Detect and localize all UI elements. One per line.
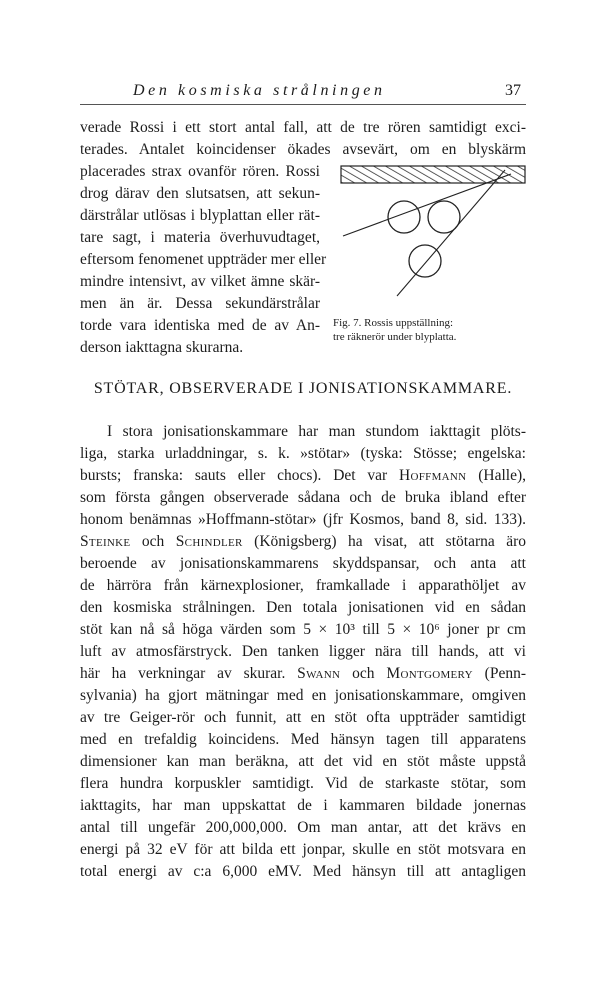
- body-line-7: beroende av jonisationskammarens skyddspansar, och anta att: [80, 555, 526, 572]
- body-line-4: som första gången observerade sådana och de bruka ibland efter: [80, 489, 526, 506]
- body-line-6: Steinke och Schindler (Königsberg) ha visat, att stötarna äro: [80, 533, 526, 550]
- author-steinke: Steinke: [80, 533, 131, 550]
- body-line-21: total energi av c:a 6,000 eMV. Med hänsyn till att antagligen: [80, 863, 526, 880]
- body-line-16: dimensioner kan man beräkna, att det vid en stöt måste uppstå: [80, 753, 526, 770]
- counter-tube-right: [428, 201, 460, 233]
- author-hoffmann: Hoffmann: [399, 467, 467, 484]
- body-line-17: flera hundra korpuskler samtidigt. Vid de starkaste stötar, som: [80, 775, 526, 792]
- author-montgomery: Montgomery: [386, 665, 473, 682]
- intro-line-2: terades. Antalet koincidenser ökades avsevärt, om en blyskärm: [80, 141, 526, 158]
- body-line-10: stöt kan nå så höga värden som 5 × 10³ till 5 × 10⁶ joner pr cm: [80, 621, 526, 638]
- body-line-9: den kosmiska strålningen. Den totala jonisationen vid en sådan: [80, 599, 526, 616]
- body-line-19: antal till ungefär 200,000,000. Om man antar, att det krävs en: [80, 819, 526, 836]
- intro-line-1: verade Rossi i ett stort antal fall, att de tre rören samtidigt exci-: [80, 119, 526, 136]
- rossi-setup-figure: [333, 164, 529, 314]
- ray-line: [397, 170, 505, 296]
- body-line-8: de härröra från kärnexplosioner, framkallade i apparathöljet av: [80, 577, 526, 594]
- body-line-18: iakttagits, har man uppskattat de i kammaren bildade jonernas: [80, 797, 526, 814]
- section-heading: STÖTAR, OBSERVERADE I JONISATIONSKAMMARE.: [93, 380, 513, 397]
- intro-narrow-line-3: därstrålar utlösas i blyplattan eller rät-: [80, 207, 320, 224]
- author-swann: Swann: [297, 665, 341, 682]
- body-line-1: I stora jonisationskammare har man stundom iakttagit plöts-: [107, 423, 526, 440]
- intro-narrow-line-4: tare sagt, i materia överhuvudtaget,: [80, 229, 320, 246]
- intro-narrow-line-7: men än är. Dessa sekundärstrålar: [80, 295, 320, 312]
- body-line-13: sylvania) ha gjort mätningar med en jonisationskammare, omgiven: [80, 687, 526, 704]
- header-rule: [80, 104, 526, 105]
- body-line-11: luft av atmosfärstryck. Den tanken ligger nära till hands, att vi: [80, 643, 526, 660]
- intro-narrow-line-6: mindre intensivt, av vilket ämne skär-: [80, 273, 320, 290]
- intro-narrow-line-2: drog därav den slutsatsen, att sekun-: [80, 185, 320, 202]
- lead-plate: [341, 166, 525, 183]
- body-line-12: här ha verkningar av skurar. Swann och Montgomery (Penn-: [80, 665, 526, 682]
- body-line-3: bursts; franska: sauts eller chocs). Det var Hoffmann (Halle),: [80, 467, 527, 484]
- page-number: 37: [505, 82, 521, 99]
- figure-caption-line-1: Fig. 7. Rossis uppställning:: [333, 317, 454, 329]
- counter-tube-bottom: [409, 245, 441, 277]
- counter-tube-left: [388, 201, 420, 233]
- intro-narrow-line-5: eftersom fenomenet uppträder mer eller: [80, 251, 327, 268]
- body-line-14: av tre Geiger-rör och funnit, att en stöt ofta uppträder samtidigt: [80, 709, 526, 726]
- body-line-5: honom benämnas »Hoffmann-stötar» (jfr Kosmos, band 8, sid. 133).: [80, 511, 526, 528]
- body-line-2: liga, starka urladdningar, s. k. »stötar» (tyska: Stösse; engelska:: [80, 445, 526, 462]
- intro-narrow-line-1: placerades strax ovanför rören. Rossi: [80, 163, 320, 180]
- author-schindler: Schindler: [175, 533, 243, 550]
- body-line-15: med en trefaldig koincidens. Med hänsyn tagen till apparatens: [80, 731, 526, 748]
- intro-narrow-line-9: derson iakttagna skurarna.: [80, 339, 244, 356]
- running-title: Den kosmiska strålningen: [133, 82, 386, 99]
- figure-caption-line-2: tre räknerör under blyplatta.: [333, 331, 457, 343]
- intro-narrow-line-8: torde vara identiska med de av An-: [80, 317, 320, 334]
- body-line-20: energi på 32 eV för att bilda ett jonpar, skulle en stöt motsvara en: [80, 841, 526, 858]
